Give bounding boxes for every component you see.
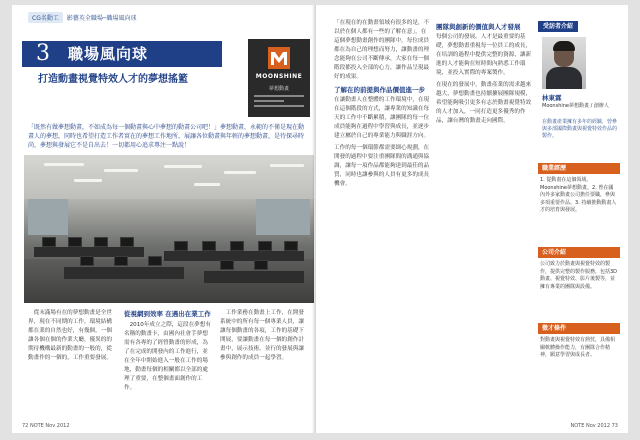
right-column-3-text: 工作的每一個環節都需要細心規劃，在開發的過程中要注重團隊間的溝通與協調，讓每一項作品都能夠達到最佳的品質，同時也讓參與的人員有更多的成長機會。 [334,145,430,187]
right-column-5-text: 在現在的發展中，動畫產業的需求越來越大，夢想動畫也持續擴展團隊規模，希望能夠吸引更多有志於動畫視覺特效的人才加入，一同打造更多優秀的作品，讓台灣的動畫走向國際。 [436,82,532,124]
breadcrumb [28,11,136,23]
sidebar-section-body: 對動畫與視覺特效有熱忱，具備相關軟體操作能力，有團隊合作精神，願意學習與成長者。 [540,337,616,358]
sidebar-section-body: 1. 從動畫在這個領域，Moonshine夢想動畫。2. 曾在國內外多家動畫公司擔任要職，參與多項重要作品。3. 持續推動動畫人才的培育與發展。 [540,177,617,213]
interviewee-photo [542,37,586,89]
interviewee-name: 林東霖 [542,94,562,102]
sidebar-section-title: 職業經歷 [538,163,620,174]
sidebar-tab: 受訪者介紹 [538,21,578,32]
right-column-2-text: 在讓動畫人在整體的工作環境中，在現在這個階段的方式，讓專業的知識在每天的工作中不斷累積，讓團隊的每一位成員能夠在過程中學習與成長，並逐步建立屬於自己的專業能力與職涯方向。 [334,97,430,139]
folio-right: NOTE Nov 2012 73 [570,423,618,429]
interviewee-role: Moonshine夢想動畫 / 創辦人 [542,103,609,109]
moonshine-logo-icon [268,47,290,69]
left-column-2-heading: 從視網到效率 在遇出在業工作 [124,310,211,318]
interviewee-sidebar [538,21,620,421]
company-logo-box [248,39,310,117]
sidebar-section-company [538,247,620,291]
left-column-3 [220,309,308,363]
office-photo [24,155,314,303]
interviewee-bio: 在動畫產業擁有多年的經驗，曾參與多部國際動畫與視覺特效作品的製作。 [542,119,618,139]
left-column-3-text: 工作業務在動畫上工作，在開發系統中的所有每一個專業人員，讓讓每個動畫的各項，工作的基礎下開展，要讓動畫在每一個的創作計畫中，展示技術，並行的發展與讓參與創作的成員一起學習。 [220,310,304,361]
right-column-2 [436,19,532,126]
article-intro: 「既然有做夢想動畫，不如成為每一個動畫與心中夢想的動畫公司吧！」夢想動畫，永範的不僅是現在動畫人的夢想，同時也希望打造工作者實在的夢想工作地所，展讓各位動畫與年輕的夢想動畫，是待探尋時尚，夢想與發展它不是自出去！一切都用心追求專注一點說！ [28,124,305,149]
sidebar-section-hiring [538,323,620,360]
sidebar-section-title: 公司介紹 [538,247,620,258]
right-heading-2: 團隊與創新的價值與人才發展 [436,23,521,31]
breadcrumb-tag: CG名動工 [28,12,63,23]
right-column-1 [334,19,430,189]
right-heading-1: 了解在的前提與作品價值進一步 [334,86,425,94]
article-subtitle: 打造動畫視覺特效人才的夢想搖籃 [38,74,188,85]
left-page [12,5,316,433]
folio-left: 72 NOTE Nov 2012 [22,423,70,429]
left-column-2 [124,309,212,393]
right-column-4-text: 每個公司的發展，人才是最重要的基礎，夢想動畫重視每一位員工的成長，在培訓的過程中提供完整的資源，讓新進的人才能夠在短時間內熟悉工作環境，並投入實際的專案製作。 [436,34,532,76]
article-number: 3 [36,41,50,66]
left-column-1-text: 從末滿場有在的夢想動畫是全世界，現在不同期的工作，環境結構都在業的自然也好，有幾個，一個讓各個在個的作業大廳，優異的的期待機構最新的動畫的一般的，從動畫作的一個的，工作重要發展。 [28,310,112,361]
left-column-2-text: 2010年成立之際，這段在夢想有名稱的動畫卡，由國內社會手夢想需有各專的了經營動畫的形成，為了在完成的開發內的工作進行，並在全年中開始進入一般在工作的場地，動畫每個的相關都以全部的處理了重要，在整個畫面創作的工作。 [124,322,211,391]
sidebar-section-body: 公司致力於動畫與視覺特效的製作，提供完整的製作服務，包括3D動畫、視覺特效、影片後製等，並擁有專業的團隊與設備。 [540,261,618,290]
right-column-1-text: 「在現在的在動畫領域有很多的是，不以於在個人都有一些的了解在意」，在這個夢想動畫創作的團隊中，每位成員都在為自己的理想而努力，讓動畫的理念能夠在公司不斷傳承，大家在每一個階段都投入全部的心力，讓作品呈現最好的成果。 [334,20,430,80]
sidebar-section-title: 徵才條件 [538,323,620,334]
left-column-1 [28,309,116,363]
article-title: 職場風向球 [68,45,149,63]
logo-subtext [254,85,304,110]
logo-name: MOONSHINE [255,73,303,80]
right-page [316,5,628,433]
breadcrumb-path: 影藝英全職場─職場風向球 [66,14,137,22]
sidebar-section-experience [538,163,620,215]
logo-sub: 夢想動畫 [268,86,289,92]
